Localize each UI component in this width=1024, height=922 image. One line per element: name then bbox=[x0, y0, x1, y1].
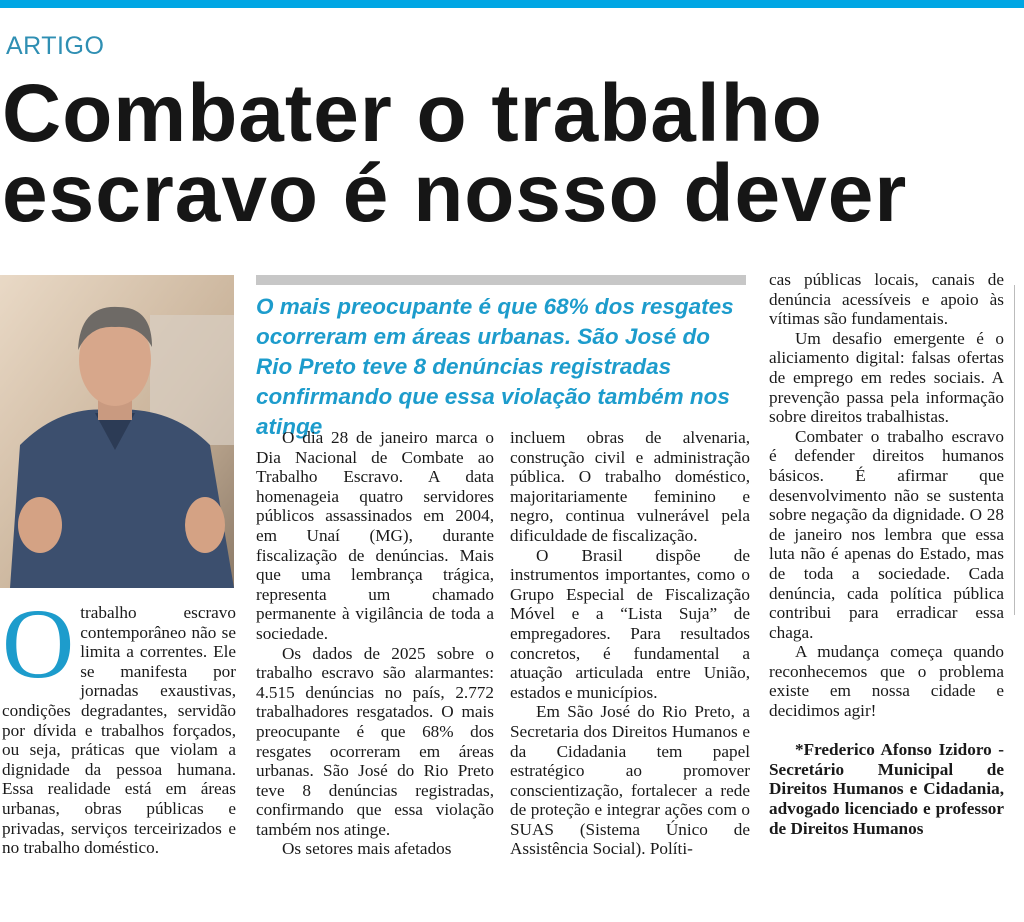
paragraph bbox=[2, 588, 236, 858]
pull-quote-rule bbox=[256, 275, 746, 285]
headline bbox=[2, 68, 1022, 239]
paragraph: Um desafio emergente é o aliciamento digital: falsas ofertas de emprego em redes sociais. A prevenção passa pela informação sobre direitos trabalhistas. bbox=[769, 328, 1004, 427]
author-photo bbox=[0, 275, 234, 588]
article-column-4 bbox=[769, 270, 1004, 838]
pull-quote: O mais preocupante é que 68% dos resgates ocorreram em áreas urbanas. São José do Rio Preto teve 8 denúncias registradas confirmando que essa violação também nos atinge bbox=[256, 294, 734, 439]
article-column-2 bbox=[256, 428, 494, 859]
drop-cap: O bbox=[2, 588, 75, 699]
top-accent-bar bbox=[0, 0, 1024, 8]
paragraph: O dia 28 de janeiro marca o Dia Nacional de Combate ao Trabalho Escravo. A data homenageia quatro servidores públicos assassinados em 2004, em Unaí (MG), durante fiscalização de denúncias. Mais que uma lembrança trágica, representa um chamado permanente à vigilância de toda a sociedade. bbox=[256, 428, 494, 643]
article-column-1 bbox=[2, 588, 236, 858]
paragraph: incluem obras de alvenaria, construção civil e administração pública. O trabalho doméstico, majoritariamente feminino e negro, continua vulnerável pela dificuldade de fiscalização. bbox=[510, 428, 750, 545]
headline-line-1: Combater o trabalho bbox=[2, 68, 823, 159]
author-bio: *Frederico Afonso Izidoro - Secretário Municipal de Direitos Humanos e Cidadania, advogado licenciado e professor de Direitos Humanos bbox=[769, 740, 1004, 838]
paragraph: O Brasil dispõe de instrumentos importantes, como o Grupo Especial de Fiscalização Móvel e a “Lista Suja” de empregadores. Para resultados concretos, é fundamental a atuação articulada entre União, estados e municípios. bbox=[510, 545, 750, 702]
headline-line-2: escravo é nosso dever bbox=[2, 148, 908, 239]
section-label: ARTIGO bbox=[6, 32, 105, 60]
article-column-3 bbox=[510, 428, 750, 859]
paragraph: Os setores mais afetados bbox=[282, 839, 452, 859]
paragraph: Os dados de 2025 sobre o trabalho escravo são alarmantes: 4.515 denúncias no país, 2.772 trabalhadores resgatados. O mais preocupante é que 68% dos resgates ocorreram em áreas urbanas. São José do Rio Preto teve 8 denúncias registradas, confirmando que essa violação também nos atinge. bbox=[256, 643, 494, 839]
paragraph-text: trabalho escravo contemporâneo não se limita a correntes. Ele se manifesta por jornadas exaustivas, condições degradantes, servidão por dívida e trabalhos forçados, ou seja, práticas que violam a dignidade da pessoa humana. Essa realidade está em áreas urbanas, obras públicas e privadas, serviços terceirizados e no trabalho doméstico. bbox=[2, 603, 236, 858]
paragraph: cas públicas locais, canais de denúncia acessíveis e apoio às vítimas são fundamentais. bbox=[769, 270, 1004, 329]
paragraph: Combater o trabalho escravo é defender direitos humanos básicos. É afirmar que desenvolvimento não se sustenta sobre negação da dignidade. O 28 de janeiro nos lembra que essa luta não é apenas do Estado, mas de toda a sociedade. Cada denúncia, cada política pública contribui para erradicar essa chaga. bbox=[769, 426, 1004, 642]
page-edge-rule bbox=[1014, 285, 1015, 615]
author-photo-illustration bbox=[0, 275, 234, 588]
paragraph: A mudança começa quando reconhecemos que o problema existe em nossa cidade e decidimos agir! bbox=[769, 642, 1004, 721]
paragraph: Em São José do Rio Preto, a Secretaria dos Direitos Humanos e da Cidadania tem papel estratégico ao promover conscientização, fortalecer a rede de proteção e integrar ações com o SUAS (Sistema Único de Assistência Social). Políti- bbox=[510, 702, 750, 859]
